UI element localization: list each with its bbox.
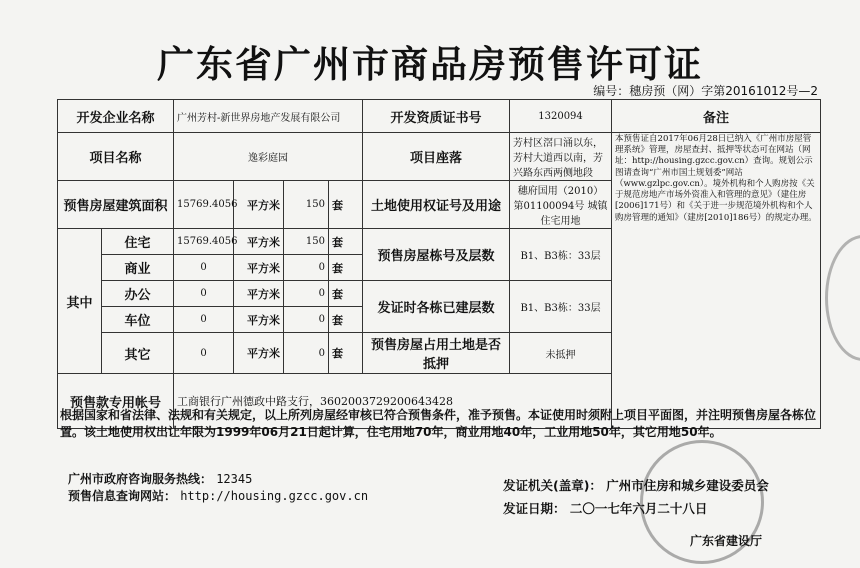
hotline-value: 12345: [216, 472, 253, 486]
project-location-value: 芳村区滘口涌以东，芳村大道西以南，芳兴路东西两侧地段: [510, 133, 612, 181]
presale-area-unit: 平方米: [234, 181, 284, 229]
sub-unit-residential: 平方米: [234, 229, 284, 255]
sub-count-other: 0: [284, 333, 329, 374]
presale-area-label: 预售房屋建筑面积: [58, 181, 174, 229]
building-floors-value: B1、B3栋：33层: [510, 229, 612, 281]
presale-unit-count: 150: [284, 181, 329, 229]
project-location-label: 项目座落: [363, 133, 510, 181]
sub-count-commercial: 0: [284, 255, 329, 281]
sub-label-other: 其它: [102, 333, 174, 374]
sub-count-parking: 0: [284, 307, 329, 333]
issuer-value: 广州市住房和城乡建设委员会: [606, 478, 769, 493]
website-label: 预售信息查询网站：: [68, 489, 177, 503]
mortgage-value: 未抵押: [510, 333, 612, 374]
sub-count-residential: 150: [284, 229, 329, 255]
issue-date-line: [503, 499, 707, 517]
sub-area-office: 0: [174, 281, 234, 307]
escrow-account-value: 工商银行广州德政中路支行，3602003729200643428: [174, 374, 821, 429]
building-floors-label: 预售房屋栋号及层数: [363, 229, 510, 281]
issue-date-label: 发证日期：: [503, 501, 566, 516]
sub-unit-other: 平方米: [234, 333, 284, 374]
issuer-line: [503, 476, 769, 494]
presale-area-value: 15769.4056: [174, 181, 234, 229]
sub-tao-parking: 套: [329, 307, 363, 333]
sub-area-other: 0: [174, 333, 234, 374]
built-floors-label: 发证时各栋已建层数: [363, 281, 510, 333]
escrow-account-label: 预售款专用帐号: [58, 374, 174, 429]
sub-label-office: 办公: [102, 281, 174, 307]
website-value: http://housing.gzcc.gov.cn: [180, 489, 369, 503]
sub-area-commercial: 0: [174, 255, 234, 281]
presale-unit-tao: 套: [329, 181, 363, 229]
sub-area-parking: 0: [174, 307, 234, 333]
hotline-line: [68, 470, 252, 487]
certificate-serial-number: 编号：穗房预（网）字第20161012号—2: [593, 84, 818, 98]
sub-area-residential: 15769.4056: [174, 229, 234, 255]
sub-tao-other: 套: [329, 333, 363, 374]
sub-tao-residential: 套: [329, 229, 363, 255]
notes-label: 备注: [612, 100, 821, 133]
project-name-value: 逸彩庭园: [174, 133, 363, 181]
sub-unit-parking: 平方米: [234, 307, 284, 333]
notes-text: 本预售证自2017年06月28日已纳入《广州市房屋管理系统》管理，房屋查封、抵押等状态可在网站（网址：http://housing.gzcc.gov.cn）查询。规划公示图请查询“广州市国土规划委”网站（www.gzlpc.gov.cn）。境外机构和个人购房按《关于规范房地产市场外资准入和管理的意见》（建住房[2006]171号）和《关于进一步规范境外机构和个人购房管理的通知》（建房[2010]186号）的规定办理。: [612, 133, 821, 429]
among-label: 其中: [58, 229, 102, 374]
qualification-value: 1320094: [510, 100, 612, 133]
sub-tao-commercial: 套: [329, 255, 363, 281]
issue-date-value: 二〇一七年六月二十八日: [569, 501, 708, 516]
land-cert-label: 土地使用权证号及用途: [363, 181, 510, 229]
developer-label: 开发企业名称: [58, 100, 174, 133]
developer-value: 广州芳村-新世界房地产发展有限公司: [174, 100, 363, 133]
sub-tao-office: 套: [329, 281, 363, 307]
sub-unit-commercial: 平方米: [234, 255, 284, 281]
edge-seal: [825, 235, 860, 361]
sub-unit-office: 平方米: [234, 281, 284, 307]
sub-label-parking: 车位: [102, 307, 174, 333]
issuer-label: 发证机关(盖章)：: [503, 478, 602, 493]
sub-label-commercial: 商业: [102, 255, 174, 281]
certificate-title: 广东省广州市商品房预售许可证: [157, 43, 703, 86]
website-line: [68, 487, 368, 504]
built-floors-value: B1、B3栋：33层: [510, 281, 612, 333]
land-cert-value: 穗府国用（2010）第01100094号 城镇住宅用地: [510, 181, 612, 229]
certificate-table: [57, 99, 821, 429]
footer-authority: 广东省建设厅: [690, 534, 763, 548]
sub-count-office: 0: [284, 281, 329, 307]
mortgage-label: 预售房屋占用土地是否抵押: [363, 333, 510, 374]
legal-paragraph: 根据国家和省法律、法规和有关规定，以上所列房屋经审核已符合预售条件，准予预售。本证使用时须附上项目平面图，并注明预售房屋各栋位置。该土地使用权出让年限为1999年06月21日起计算，住宅用地70年，商业用地40年，工业用地50年，其它用地50年。: [60, 408, 817, 440]
qualification-label: 开发资质证书号: [363, 100, 510, 133]
project-name-label: 项目名称: [58, 133, 174, 181]
hotline-label: 广州市政府咨询服务热线：: [68, 472, 213, 486]
sub-label-residential: 住宅: [102, 229, 174, 255]
